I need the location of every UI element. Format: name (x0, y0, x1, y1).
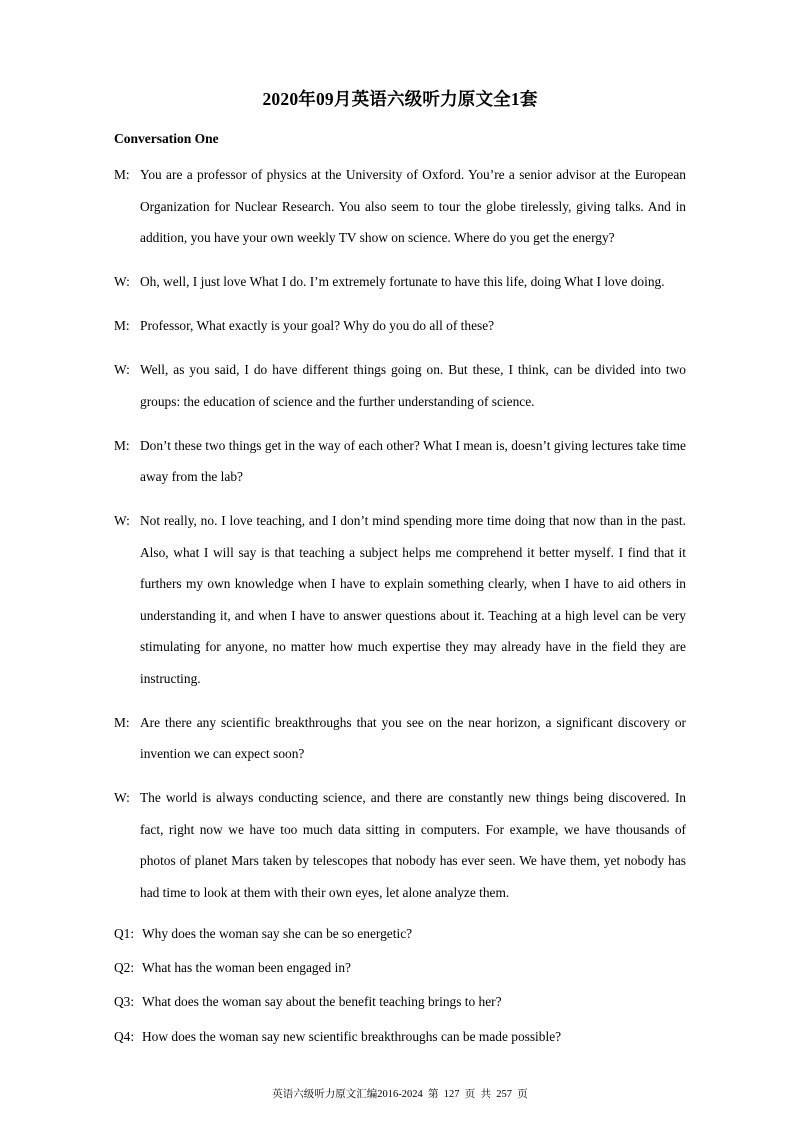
page-footer (0, 1086, 800, 1101)
dialogue-text: You are a professor of physics at the University of Oxford. You’re a senior advisor at the European Organization for Nuclear Research. You also seem to tour the globe tirelessly, giving talks. And in addition, you have your own weekly TV show on science. Where do you get the energy? (140, 167, 686, 245)
speaker-label: M: (114, 714, 130, 730)
question-text: What does the woman say about the benefit teaching brings to her? (142, 994, 502, 1010)
dialogue-line (114, 430, 686, 493)
question-item (114, 1024, 686, 1049)
dialogue-text: Well, as you said, I do have different things going on. But these, I think, can be divided into two groups: the education of science and the further understanding of science. (140, 362, 686, 409)
speaker-label: W: (114, 790, 130, 805)
dialogue-line (114, 782, 686, 908)
question-item (114, 989, 686, 1014)
speaker-label: W: (114, 362, 130, 377)
speaker-label: M: (114, 437, 130, 453)
dialogue-text: The world is always conducting science, and there are constantly new things being discovered. In fact, right now we have too much data sitting in computers. For example, we have thousands of photos of planet Mars taken by telescopes that nobody has ever seen. We have them, yet nobody has had time to look at them with their own eyes, let alone analyze them. (140, 790, 686, 900)
question-list (114, 921, 686, 1050)
dialogue-line (114, 354, 686, 417)
question-item (114, 955, 686, 980)
question-text: Why does the woman say she can be so energetic? (142, 925, 413, 941)
speaker-label: W: (114, 274, 130, 289)
dialogue-line (114, 707, 686, 770)
question-number: Q3: (114, 994, 135, 1010)
question-number: Q4: (114, 1028, 135, 1044)
dialogue-line (114, 505, 686, 694)
dialogue-text: Are there any scientific breakthroughs that you see on the near horizon, a significant discovery or invention we can expect soon? (140, 714, 686, 761)
question-number: Q2: (114, 959, 135, 975)
dialogue-text: Not really, no. I love teaching, and I don’t mind spending more time doing that now than in the past. Also, what I will say is that teaching a subject helps me comprehend it better myself. I find that it furthers my own knowledge when I have to explain something clearly, when I have to aid others in understanding it, and when I have to answer questions about it. Teaching at a high level can be very stimulating for anyone, no matter how much expertise they may already have in the field they are instructing. (140, 513, 686, 686)
dialogue-line (114, 310, 686, 342)
footer-text: 英语六级听力原文汇编2016-2024 第 127 页 共 257 页 (272, 1089, 528, 1100)
question-number: Q1: (114, 925, 135, 941)
speaker-label: W: (114, 513, 130, 528)
dialogue-text: Don’t these two things get in the way of each other? What I mean is, doesn’t giving lectures take time away from the lab? (140, 437, 686, 484)
dialogue-text: Oh, well, I just love What I do. I’m extremely fortunate to have this life, doing What I love doing. (140, 274, 665, 289)
dialogue-line (114, 266, 686, 298)
dialogue-text: Professor, What exactly is your goal? Why do you do all of these? (140, 318, 495, 333)
dialogue-list (114, 159, 686, 908)
question-item (114, 921, 686, 946)
page-title: 2020年09月英语六级听力原文全1套 (262, 89, 538, 109)
question-text: What has the woman been engaged in? (142, 959, 351, 975)
speaker-label: M: (114, 318, 130, 333)
dialogue-line (114, 159, 686, 254)
section-heading: Conversation One (114, 131, 219, 146)
question-text: How does the woman say new scientific breakthroughs can be made possible? (142, 1028, 562, 1044)
speaker-label: M: (114, 167, 130, 182)
